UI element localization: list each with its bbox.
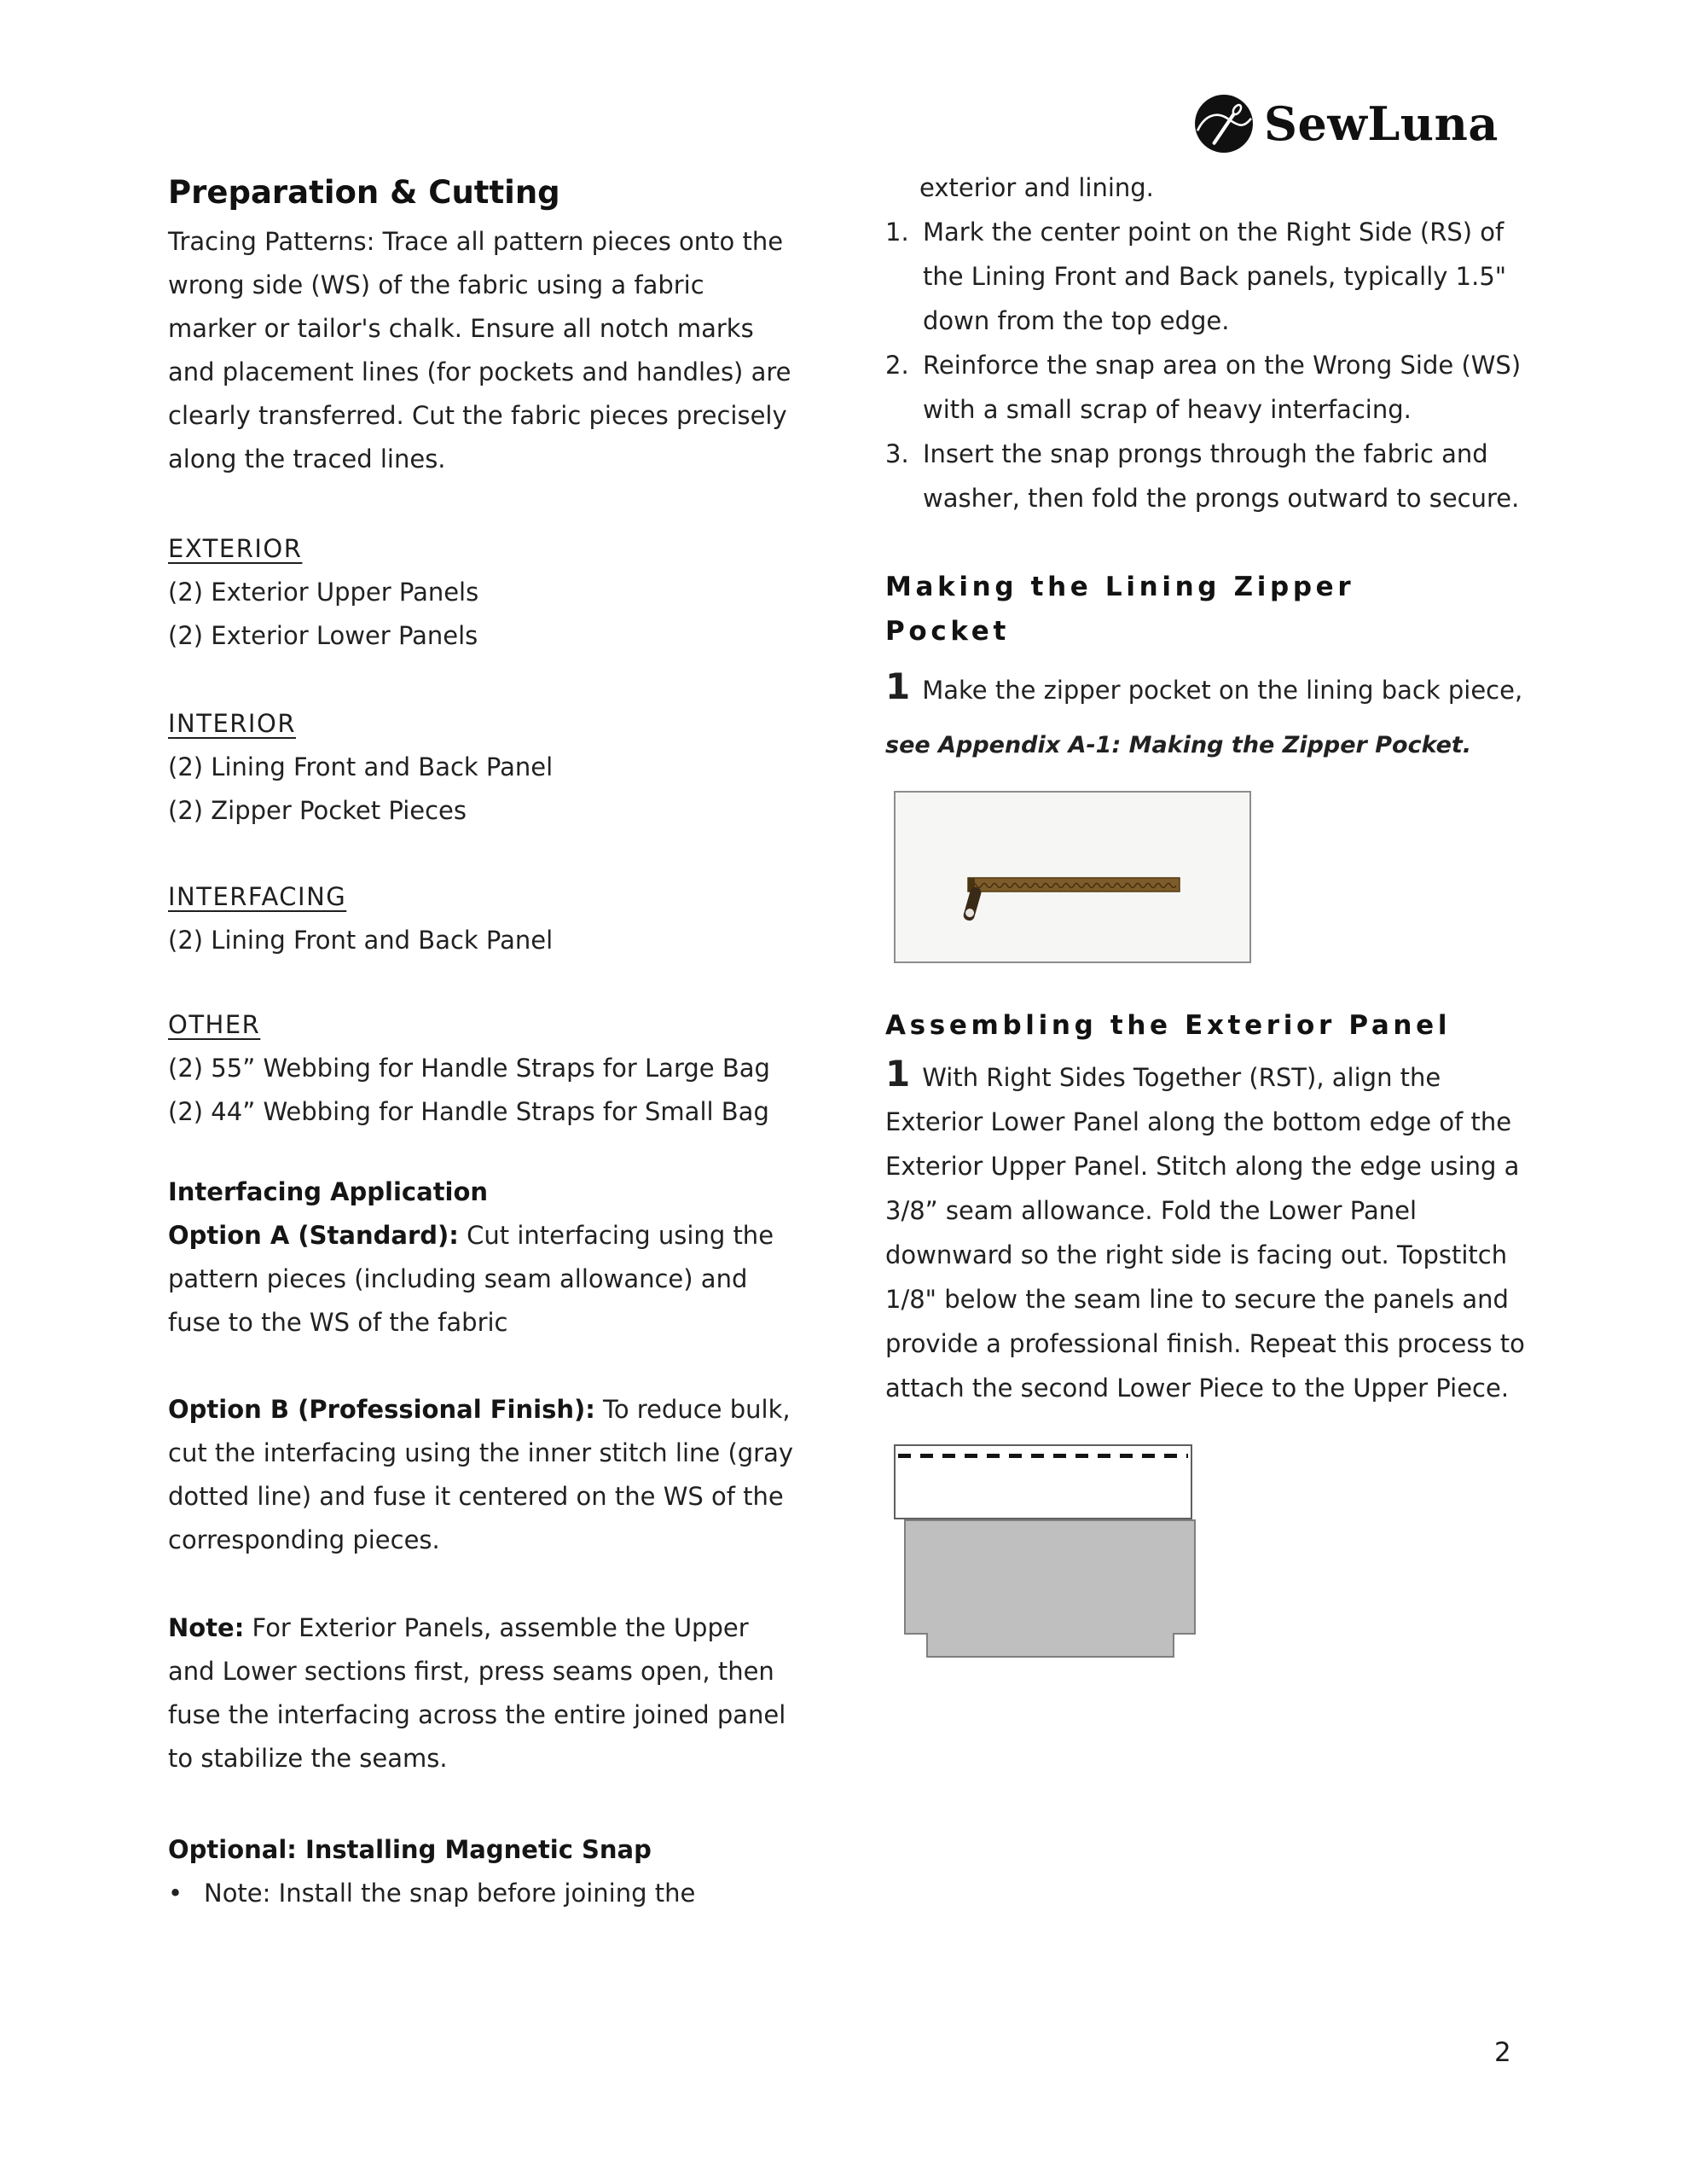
bullet-icon: •	[168, 1879, 183, 1908]
right-column	[885, 0, 1540, 1658]
interfacing-application-heading: Interfacing Application	[168, 1177, 489, 1206]
note-paragraph	[168, 1606, 799, 1780]
note-label: Note:	[168, 1613, 245, 1642]
continuation-line: exterior and lining.	[919, 173, 1154, 202]
upper-panel-shape	[894, 1444, 1192, 1519]
magnetic-snap-bullet	[168, 1872, 799, 1915]
cut-list-section-interior	[168, 702, 799, 833]
zipper-pocket-heading: Making the Lining Zipper Pocket	[885, 572, 1355, 647]
cut-list-section-other	[168, 1003, 799, 1134]
exterior-panel-assembly-figure	[894, 1444, 1192, 1658]
option-b-paragraph	[168, 1388, 799, 1562]
cut-list-label: INTERIOR	[168, 709, 296, 738]
list-text: Insert the snap prongs through the fabric and washer, then fold the prongs outward to secure.	[923, 439, 1520, 513]
bullet-text: Note: Install the snap before joining the	[204, 1879, 696, 1908]
assembling-exterior-heading: Assembling the Exterior Panel	[885, 1010, 1452, 1041]
cut-list-item: (2) 55” Webbing for Handle Straps for Large Bag (2) 44” Webbing for Handle Straps for Small Bag	[168, 1054, 770, 1126]
step-text: With Right Sides Together (RST), align the Exterior Lower Panel along the bottom edge of the Exterior Upper Panel. Stitch along the edge using a 3/8” seam allowance. Fold the Lower Panel downward so the right side is facing out. Topstitch 1/8" below the seam line to secure the panels and provide a professional finish. Repeat this process to attach the second Lower Piece to the Upper Piece.	[885, 1063, 1525, 1403]
list-text: Reinforce the snap area on the Wrong Side (WS) with a small scrap of heavy interfacing.	[923, 351, 1522, 424]
cut-list-label: OTHER	[168, 1010, 261, 1039]
brand-name: SewLuna	[1264, 96, 1499, 151]
step-text: Make the zipper pocket on the lining back piece,	[922, 676, 1523, 705]
zipper-illustration	[896, 793, 1249, 961]
lining-zipper-pocket-figure	[894, 791, 1251, 963]
section-title: Preparation & Cutting	[168, 174, 560, 211]
appendix-reference: see Appendix A-1: Making the Zipper Pocket.	[885, 732, 1472, 758]
cut-list-item: (2) Lining Front and Back Panel	[168, 752, 554, 781]
note-text: For Exterior Panels, assemble the Upper and Lower sections first, press seams open, then fuse the interfacing across the entire joined panel to stabilize the seams.	[168, 1613, 786, 1773]
cut-list-label: EXTERIOR	[168, 534, 303, 563]
magnetic-snap-heading: Optional: Installing Magnetic Snap	[168, 1835, 652, 1864]
zipper-pocket-step	[885, 664, 1540, 772]
lower-panel-shape	[904, 1519, 1196, 1658]
left-column	[168, 0, 799, 1915]
list-item	[885, 343, 1540, 432]
stitch-line	[898, 1454, 1188, 1458]
list-number: 3.	[885, 439, 909, 468]
option-a-label: Option A (Standard):	[168, 1221, 459, 1250]
list-number: 1.	[885, 218, 909, 247]
cut-list-item: (2) Exterior Lower Panels	[168, 621, 478, 650]
option-a-text: Cut interfacing using the pattern pieces (including seam allowance) and fuse to the WS of the fabric	[168, 1221, 774, 1337]
option-a-paragraph	[168, 1214, 799, 1345]
list-item	[885, 432, 1540, 520]
cut-list-item: (2) Lining Front and Back Panel	[168, 926, 554, 955]
cut-list-section-interfacing	[168, 875, 799, 962]
cut-list-label: INTERFACING	[168, 882, 347, 911]
step-number: 1	[885, 665, 911, 707]
tracing-patterns-paragraph: Tracing Patterns: Trace all pattern pieces onto the wrong side (WS) of the fabric using a fabric marker or tailor's chalk. Ensure all notch marks and placement lines (for pockets and handles) are clearly transferred. Cut the fabric pieces precisely along the traced lines.	[168, 227, 791, 473]
cut-list-item: (2) Exterior Upper Panels	[168, 578, 479, 607]
assembling-exterior-step	[885, 1055, 1540, 1410]
list-text: Mark the center point on the Right Side (RS) of the Lining Front and Back panels, typically 1.5" down from the top edge.	[923, 218, 1507, 335]
option-b-label: Option B (Professional Finish):	[168, 1395, 595, 1424]
snap-steps-list	[885, 210, 1540, 520]
step-number: 1	[885, 1053, 911, 1095]
list-number: 2.	[885, 351, 909, 380]
option-b-text: To reduce bulk, cut the interfacing using the inner stitch line (gray dotted line) and fuse it centered on the WS of the corresponding pieces.	[168, 1395, 794, 1554]
page-number: 2	[1494, 2037, 1511, 2068]
list-item	[885, 210, 1540, 343]
cut-list-item: (2) Zipper Pocket Pieces	[168, 796, 467, 825]
cut-list-section-exterior	[168, 527, 799, 658]
